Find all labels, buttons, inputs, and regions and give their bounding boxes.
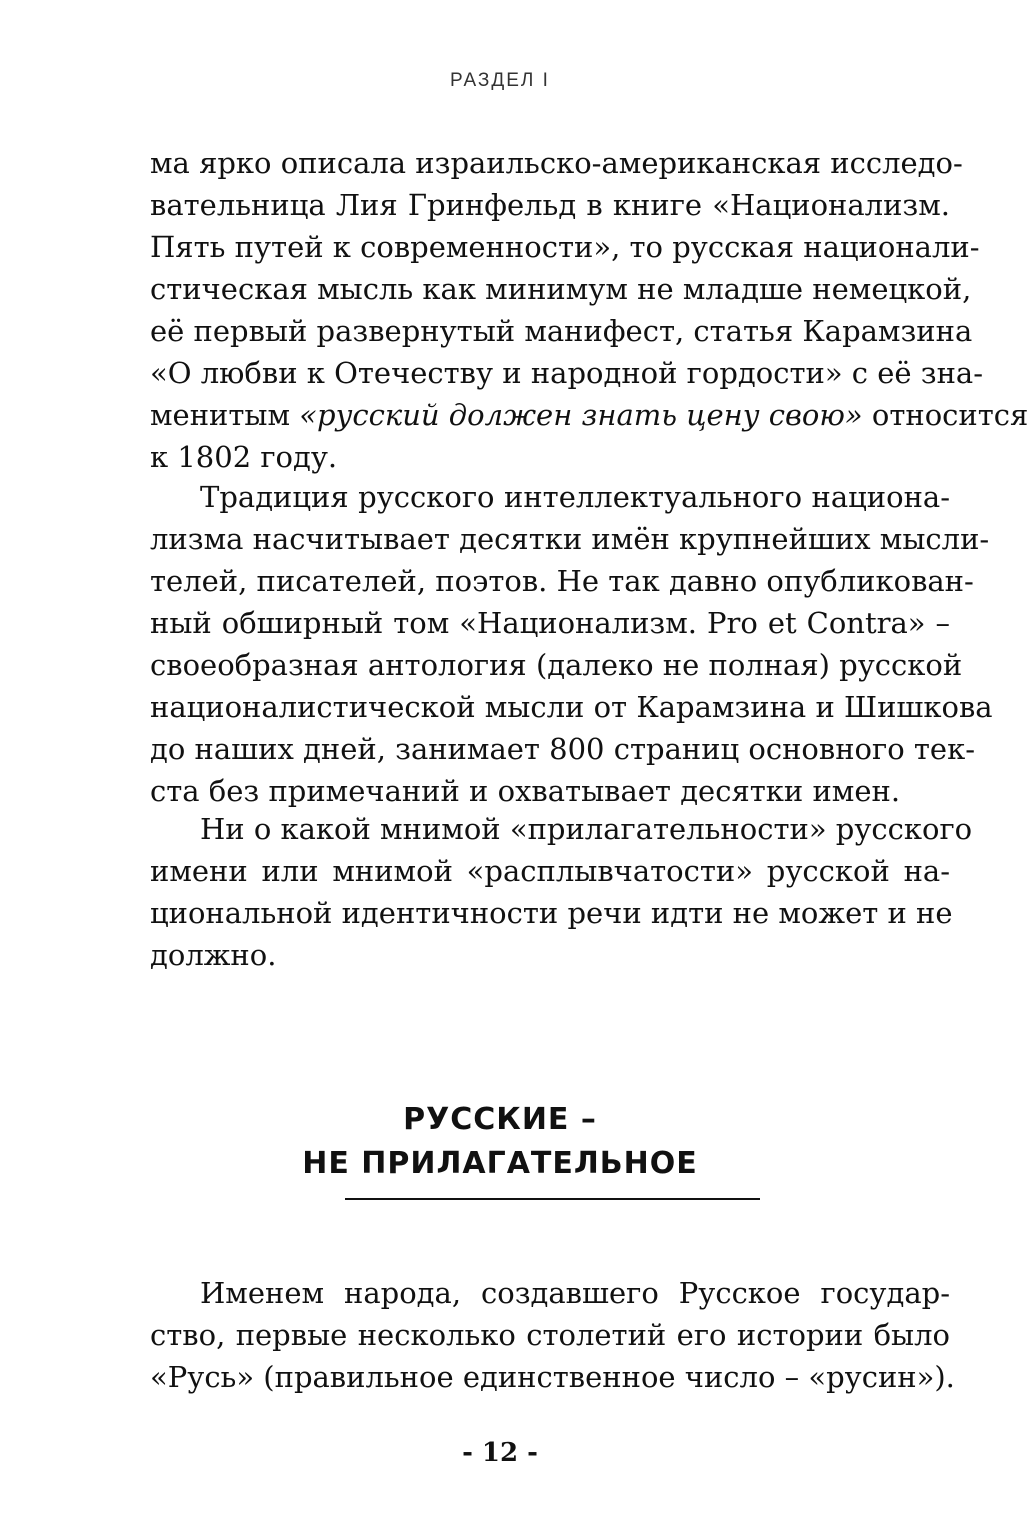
heading-line-1: РУССКИЕ – xyxy=(403,1102,597,1137)
page-number: - 12 - xyxy=(462,1438,538,1468)
text-line: имени или мнимой «расплывчатости» русской на- xyxy=(150,854,950,888)
text-line: «О любви к Отечеству и народной гордости» с её зна- xyxy=(150,356,984,390)
text-line: лизма насчитывает десятки имён крупнейших мысли- xyxy=(150,522,990,556)
italic-quote: «русский должен знать цену свою» xyxy=(299,398,863,432)
text-line-with-quote xyxy=(150,394,1028,436)
heading-line-2: НЕ ПРИЛАГАТЕЛЬНОЕ xyxy=(302,1146,698,1181)
text-line: ма ярко описала израильско-американская исследо- xyxy=(150,146,963,180)
text-line: телей, писателей, поэтов. Не так давно опубликован- xyxy=(150,564,974,598)
paragraph-1 xyxy=(150,142,1028,478)
text-line: ста без примечаний и охватывает десятки имен. xyxy=(150,774,901,808)
text-fragment: менитым xyxy=(150,398,300,432)
text-line: Ни о какой мнимой «прилагательности» русского xyxy=(200,812,973,846)
text-line: ный обширный том «Национализм. Pro et Contra» – xyxy=(150,606,950,640)
text-line: её первый развернутый манифест, статья Карамзина xyxy=(150,314,973,348)
paragraph-2 xyxy=(150,476,993,812)
text-line: Традиция русского интеллектуального национа- xyxy=(200,480,950,514)
heading-underline xyxy=(345,1198,760,1200)
text-line: стическая мысль как минимум не младше немецкой, xyxy=(150,272,972,306)
text-line: националистической мысли от Карамзина и Шишкова xyxy=(150,690,993,724)
text-line: вательница Лия Гринфельд в книге «Национализм. xyxy=(150,188,950,222)
text-line: своеобразная антология (далеко не полная) русской xyxy=(150,648,963,682)
text-line: ство, первые несколько столетий его истории было xyxy=(150,1318,950,1352)
text-line: к 1802 году. xyxy=(150,440,338,474)
text-line: до наших дней, занимает 800 страниц основного тек- xyxy=(150,732,975,766)
running-head: РАЗДЕЛ I xyxy=(450,70,550,91)
paragraph-3 xyxy=(150,808,973,976)
text-line: должно. xyxy=(150,938,277,972)
text-line: «Русь» (правильное единственное число – «русин»). xyxy=(150,1360,955,1394)
paragraph-4 xyxy=(150,1272,955,1398)
text-line: циональной идентичности речи идти не может и не xyxy=(150,896,953,930)
text-line: Именем народа, создавшего Русское государ- xyxy=(200,1276,950,1310)
text-line: Пять путей к современности», то русская национали- xyxy=(150,230,980,264)
text-fragment: относится xyxy=(862,398,1028,432)
section-heading xyxy=(0,1098,1000,1186)
